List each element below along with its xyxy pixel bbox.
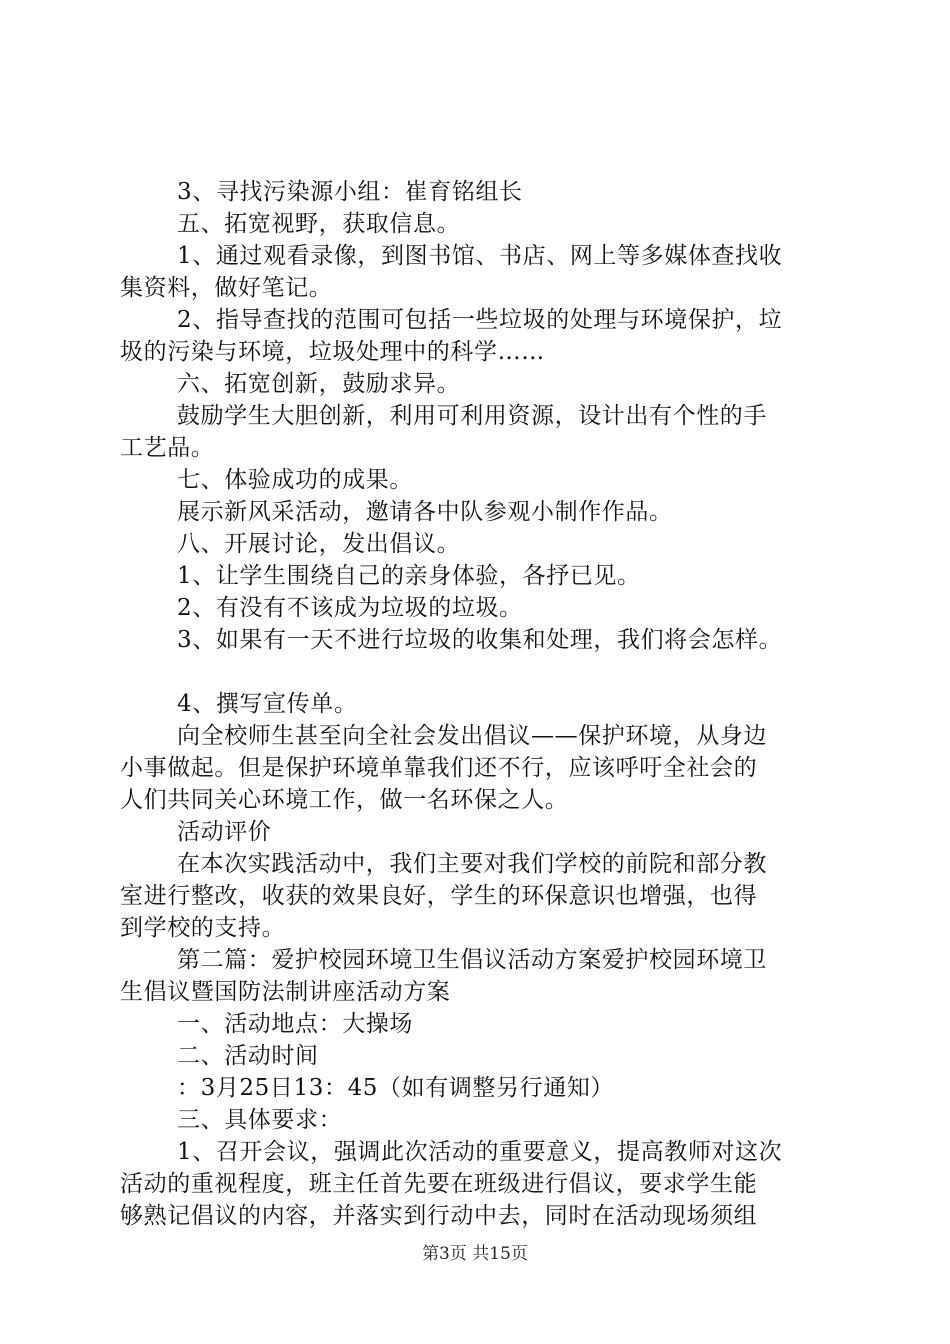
text-line: 圾的污染与环境，垃圾处理中的科学…… bbox=[120, 339, 545, 365]
text-line: 活动的重视程度，班主任首先要在班级进行倡议，要求学生能 bbox=[120, 1171, 758, 1197]
text-line: 五、拓宽视野，获取信息。 bbox=[177, 211, 461, 237]
text-line: 3、如果有一天不进行垃圾的收集和处理，我们将会怎样。 bbox=[177, 627, 783, 653]
text-line: 第二篇：爱护校园环境卫生倡议活动方案爱护校园环境卫 bbox=[177, 947, 767, 973]
text-line: 工艺品。 bbox=[120, 435, 215, 461]
text-line: 在本次实践活动中，我们主要对我们学校的前院和部分教 bbox=[177, 851, 767, 877]
text-line: 七、体验成功的成果。 bbox=[177, 467, 413, 493]
text-line: 人们共同关心环境工作，做一名环保之人。 bbox=[120, 787, 569, 813]
text-line: 鼓励学生大胆创新，利用可利用资源，设计出有个性的手 bbox=[177, 403, 767, 429]
text-line: 二、活动时间 bbox=[177, 1043, 319, 1069]
text-line: 室进行整改，收获的效果良好，学生的环保意识也增强，也得 bbox=[120, 883, 758, 909]
text-line: 生倡议暨国防法制讲座活动方案 bbox=[120, 979, 451, 1005]
text-line: 1、通过观看录像，到图书馆、书店、网上等多媒体查找收 bbox=[177, 243, 783, 269]
text-line: 1、让学生围绕自己的亲身体验，各抒已见。 bbox=[177, 563, 641, 589]
text-line: 小事做起。但是保护环境单靠我们还不行，应该呼吁全社会的 bbox=[120, 755, 758, 781]
text-line: 1、召开会议，强调此次活动的重要意义，提高教师对这次 bbox=[177, 1139, 783, 1165]
text-line: 3、寻找污染源小组：崔育铭组长 bbox=[177, 179, 523, 205]
page-footer: 第3页 共15页 bbox=[422, 1244, 528, 1264]
text-line: 2、指导查找的范围可包括一些垃圾的处理与环境保护，垃 bbox=[177, 307, 783, 333]
text-line: 集资料，做好笔记。 bbox=[120, 275, 333, 301]
text-line: 够熟记倡议的内容，并落实到行动中去，同时在活动现场须组 bbox=[120, 1203, 758, 1229]
text-line: ：3月25日13：45（如有调整另行通知） bbox=[177, 1075, 615, 1101]
text-line: 一、活动地点：大操场 bbox=[177, 1011, 413, 1037]
text-line: 2、有没有不该成为垃圾的垃圾。 bbox=[177, 595, 523, 621]
text-line: 4、撰写宣传单。 bbox=[177, 691, 358, 717]
text-line: 向全校师生甚至向全社会发出倡议——保护环境，从身边 bbox=[177, 723, 767, 749]
text-line: 三、具体要求： bbox=[177, 1107, 343, 1133]
text-line: 到学校的支持。 bbox=[120, 915, 286, 941]
text-line bbox=[120, 656, 832, 688]
text-line: 八、开展讨论，发出倡议。 bbox=[177, 531, 461, 557]
text-line: 六、拓宽创新，鼓励求异。 bbox=[177, 371, 461, 397]
text-line: 展示新风采活动，邀请各中队参观小制作作品。 bbox=[177, 499, 673, 525]
document-body bbox=[120, 176, 832, 1232]
text-line: 活动评价 bbox=[177, 819, 272, 845]
